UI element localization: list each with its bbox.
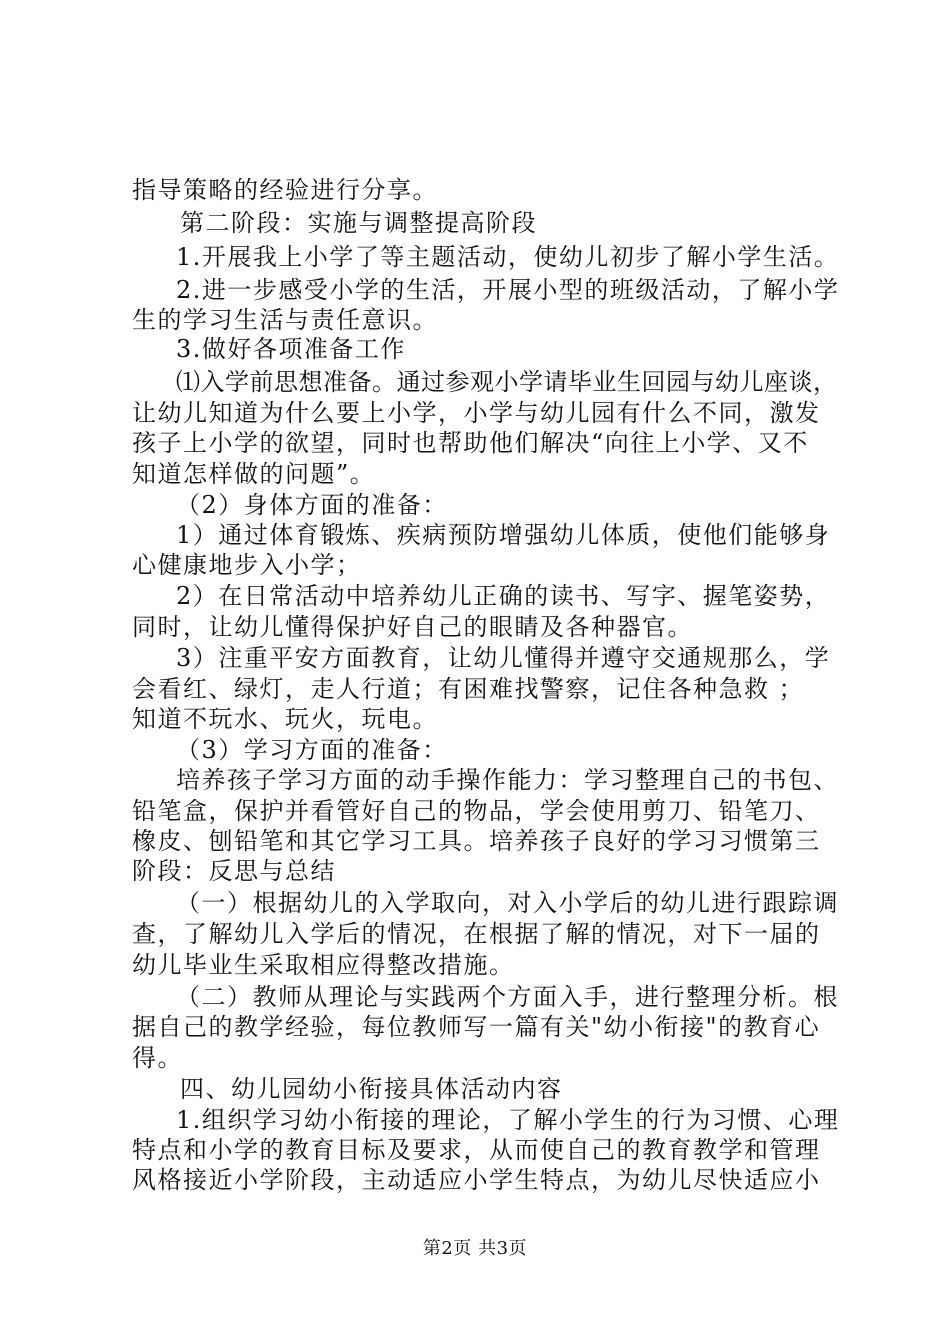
text-line: （一）根据幼儿的入学取向，对入小学后的幼儿进行跟踪调 <box>176 889 839 917</box>
text-line: 知道怎样做的问题”。 <box>132 460 376 488</box>
text-line: 幼儿毕业生采取相应得整改措施。 <box>132 951 515 979</box>
text-line: 让幼儿知道为什么要上小学，小学与幼儿园有什么不同，激发 <box>132 399 821 427</box>
section-heading-activities: 四、幼儿园幼小衔接具体活动内容 <box>180 1075 563 1103</box>
text-line: 培养孩子学习方面的动手操作能力：学习整理自己的书包、 <box>176 766 839 794</box>
text-line: 风格接近小学阶段，主动适应小学生特点，为幼儿尽快适应小 <box>132 1166 821 1194</box>
text-line: 铅笔盒，保护并看管好自己的物品，学会使用剪刀、铅笔刀、 <box>132 797 821 825</box>
text-line: 3.做好各项准备工作 <box>176 335 406 363</box>
text-line: 2）在日常活动中培养幼儿正确的读书、写字、握笔姿势， <box>176 582 831 610</box>
text-line: 知道不玩水、玩火，玩电。 <box>132 705 438 733</box>
text-line: 2.进一步感受小学的生活，开展小型的班级活动，了解小学 <box>176 276 840 304</box>
text-line: 据自己的教学经验，每位教师写一篇有关"幼小衔接"的教育心 <box>132 1013 821 1041</box>
subheading-physical: （2）身体方面的准备： <box>176 491 448 519</box>
text-line: 生的学习生活与责任意识。 <box>132 306 438 334</box>
text-line: 3）注重平安方面教育，让幼儿懂得并遵守交通规那么，学 <box>176 644 831 672</box>
text-line: 得。 <box>132 1044 183 1072</box>
section-heading-stage-2: 第二阶段：实施与调整提高阶段 <box>180 209 537 237</box>
text-line: 心健康地步入小学； <box>132 551 362 579</box>
text-line: 1）通过体育锻炼、疾病预防增强幼儿体质，使他们能够身 <box>176 521 831 549</box>
page-number-footer: 第2页 共3页 <box>422 1238 528 1259</box>
text-line: 橡皮、刨铅笔和其它学习工具。培养孩子良好的学习习惯第三 <box>132 827 821 855</box>
text-line: 阶段：反思与总结 <box>132 857 336 885</box>
text-line: 会看红、绿灯，走人行道；有困难找警察，记住各种急救 ； <box>132 675 805 703</box>
text-line: 同时，让幼儿懂得保护好自己的眼睛及各种器官。 <box>132 613 693 641</box>
text-line: 1.组织学习幼小衔接的理论，了解小学生的行为习惯、心理 <box>176 1106 840 1134</box>
subheading-learning: （3）学习方面的准备： <box>176 736 448 764</box>
text-line: 指导策略的经验进行分享。 <box>132 176 438 204</box>
text-line: （二）教师从理论与实践两个方面入手，进行整理分析。根 <box>176 983 839 1011</box>
text-line: ⑴入学前思想准备。通过参观小学请毕业生回园与幼儿座谈， <box>176 368 838 396</box>
text-line: 孩子上小学的欲望，同时也帮助他们解决“向往上小学、又不 <box>132 429 809 457</box>
text-line: 特点和小学的教育目标及要求，从而使自己的教育教学和管理 <box>132 1136 821 1164</box>
text-line: 1.开展我上小学了等主题活动，使幼儿初步了解小学生活。 <box>176 243 840 271</box>
text-line: 查，了解幼儿入学后的情况，在根据了解的情况，对下一届的 <box>132 920 821 948</box>
